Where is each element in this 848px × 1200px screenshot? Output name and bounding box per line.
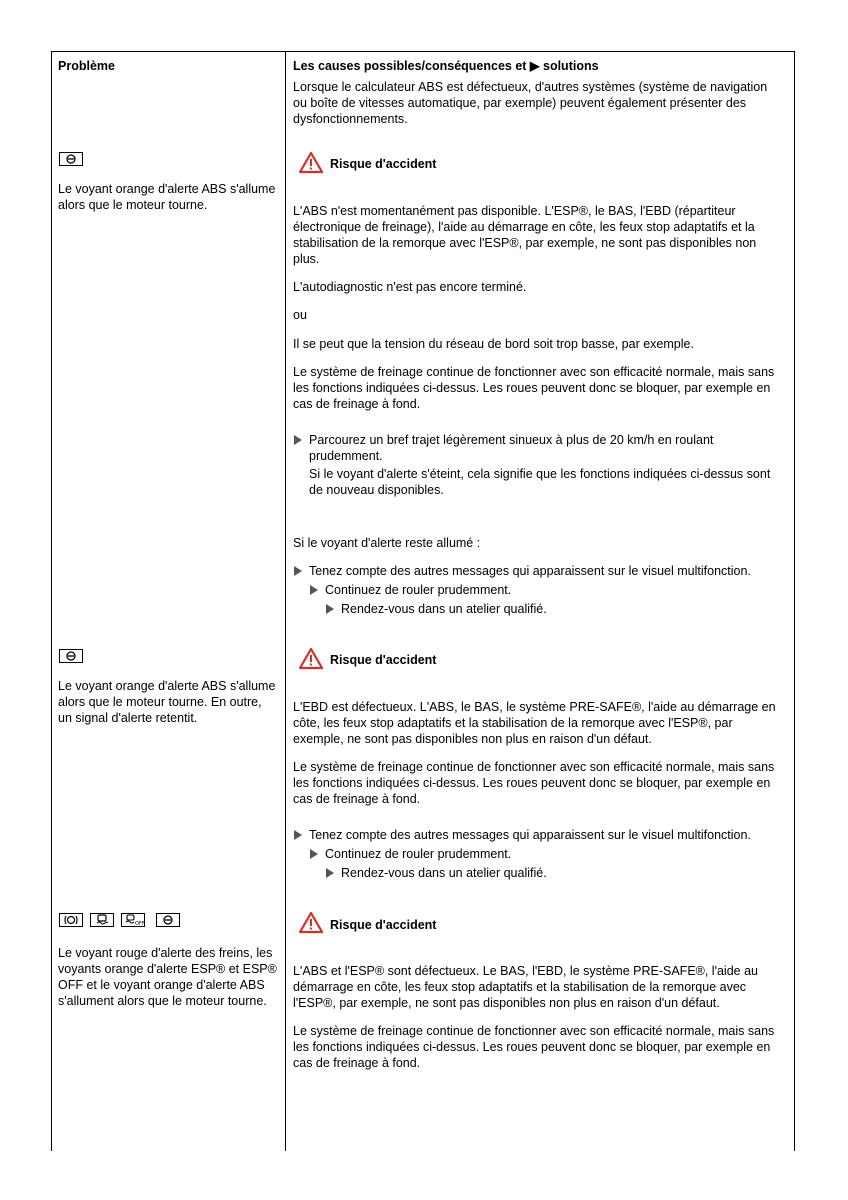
row1-step: prudemment. <box>309 449 383 463</box>
row3-problem: voyants orange d'alerte ESP® et ESP® <box>58 962 277 976</box>
row1-text: Si le voyant d'alerte reste allumé : <box>293 536 481 550</box>
row1-text: plus. <box>293 252 320 266</box>
table-middle-border <box>285 51 286 1151</box>
step-arrow-icon <box>310 585 318 595</box>
warning-triangle-icon <box>298 911 324 934</box>
header-problem: Problème <box>58 59 115 73</box>
warning-label: Risque d'accident <box>330 918 437 932</box>
step-arrow-icon <box>310 849 318 859</box>
row2-step: Continuez de rouler prudemment. <box>325 847 512 861</box>
row1-step: Parcourez un bref trajet légèrement sinueux à plus de 20 km/h en roulant <box>309 433 714 447</box>
abs-warning-icon <box>59 649 83 663</box>
row2-problem: un signal d'alerte retentit. <box>58 711 198 725</box>
row3-problem: Le voyant rouge d'alerte des freins, les <box>58 946 273 960</box>
warning-triangle-icon <box>298 151 324 174</box>
row3-text: Le système de freinage continue de fonctionner avec son efficacité normale, mais sans <box>293 1024 775 1038</box>
esp-off-warning-icon <box>121 913 145 927</box>
brake-warning-icon <box>59 913 83 927</box>
table-right-border <box>794 51 795 1151</box>
row1-text: Le système de freinage continue de fonctionner avec son efficacité normale, mais sans <box>293 365 775 379</box>
abs-warning-icon <box>59 152 83 166</box>
row1-text: ou <box>293 308 307 322</box>
row3-text: cas de freinage à fond. <box>293 1056 421 1070</box>
row3-problem: OFF et le voyant orange d'alerte ABS <box>58 978 265 992</box>
row2-text: L'EBD est défectueux. L'ABS, le BAS, le système PRE-SAFE®, l'aide au démarrage en <box>293 700 776 714</box>
warning-triangle-icon <box>298 647 324 670</box>
table-top-border <box>51 51 795 52</box>
step-arrow-icon <box>294 830 302 840</box>
step-arrow-icon <box>294 435 302 445</box>
row3-text: L'ABS et l'ESP® sont défectueux. Le BAS, l'EBD, le système PRE-SAFE®, l'aide au <box>293 964 758 978</box>
step-arrow-icon <box>326 868 334 878</box>
row3-problem: s'allument alors que le moteur tourne. <box>58 994 267 1008</box>
row1-text: Il se peut que la tension du réseau de bord soit trop basse, par exemple. <box>293 337 694 351</box>
row2-step: Tenez compte des autres messages qui apparaissent sur le visuel multifonction. <box>309 828 751 842</box>
header-causes: Les causes possibles/conséquences et ▶ solutions <box>293 59 599 73</box>
row1-text: L'autodiagnostic n'est pas encore terminé. <box>293 280 527 294</box>
row3-text: démarrage en côte, les feux stop adaptatifs et la stabilisation de la remorque avec <box>293 980 747 994</box>
row1-step: Si le voyant d'alerte s'éteint, cela signifie que les fonctions indiquées ci-dessus sont <box>309 467 771 481</box>
row1-problem: Le voyant orange d'alerte ABS s'allume <box>58 182 276 196</box>
row2-problem: Le voyant orange d'alerte ABS s'allume <box>58 679 276 693</box>
abs-warning-icon <box>156 913 180 927</box>
row1-step: de nouveau disponibles. <box>309 483 444 497</box>
row1-text: électronique de freinage), l'aide au démarrage en côte, les feux stop adaptatifs et la <box>293 220 755 234</box>
row3-text: l'ESP®, par exemple, ne sont pas disponibles non plus en raison d'un défaut. <box>293 996 720 1010</box>
row1-text: les fonctions indiquées ci-dessus. Les roues peuvent donc se bloquer, par exemple en <box>293 381 771 395</box>
table-left-border <box>51 51 52 1151</box>
row1-step: Rendez-vous dans un atelier qualifié. <box>341 602 547 616</box>
row2-step: Rendez-vous dans un atelier qualifié. <box>341 866 547 880</box>
row2-text: Le système de freinage continue de fonctionner avec son efficacité normale, mais sans <box>293 760 775 774</box>
row2-text: côte, les feux stop adaptatifs et la stabilisation de la remorque avec l'ESP®, par <box>293 716 733 730</box>
row1-step: Continuez de rouler prudemment. <box>325 583 512 597</box>
row2-text: les fonctions indiquées ci-dessus. Les roues peuvent donc se bloquer, par exemple en <box>293 776 771 790</box>
row1-problem: alors que le moteur tourne. <box>58 198 208 212</box>
warning-label: Risque d'accident <box>330 653 437 667</box>
intro-line: Lorsque le calculateur ABS est défectueux, d'autres systèmes (système de navigation <box>293 80 768 94</box>
step-arrow-icon <box>294 566 302 576</box>
svg-text:OFF: OFF <box>135 921 145 927</box>
row1-text: cas de freinage à fond. <box>293 397 421 411</box>
step-arrow-icon <box>326 604 334 614</box>
row2-text: exemple, ne sont pas disponibles non plus en raison d'un défaut. <box>293 732 652 746</box>
intro-line: ou boîte de vitesses automatique, par exemple) peuvent également présenter des <box>293 96 747 110</box>
row2-problem: alors que le moteur tourne. En outre, <box>58 695 262 709</box>
row3-text: les fonctions indiquées ci-dessus. Les roues peuvent donc se bloquer, par exemple en <box>293 1040 771 1054</box>
esp-warning-icon <box>90 913 114 927</box>
row1-text: L'ABS n'est momentanément pas disponible. L'ESP®, le BAS, l'EBD (répartiteur <box>293 204 736 218</box>
row1-step: Tenez compte des autres messages qui apparaissent sur le visuel multifonction. <box>309 564 751 578</box>
intro-line: dysfonctionnements. <box>293 112 408 126</box>
warning-label: Risque d'accident <box>330 157 437 171</box>
row2-text: cas de freinage à fond. <box>293 792 421 806</box>
row1-text: stabilisation de la remorque avec l'ESP®, par exemple, ne sont pas disponibles non <box>293 236 757 250</box>
